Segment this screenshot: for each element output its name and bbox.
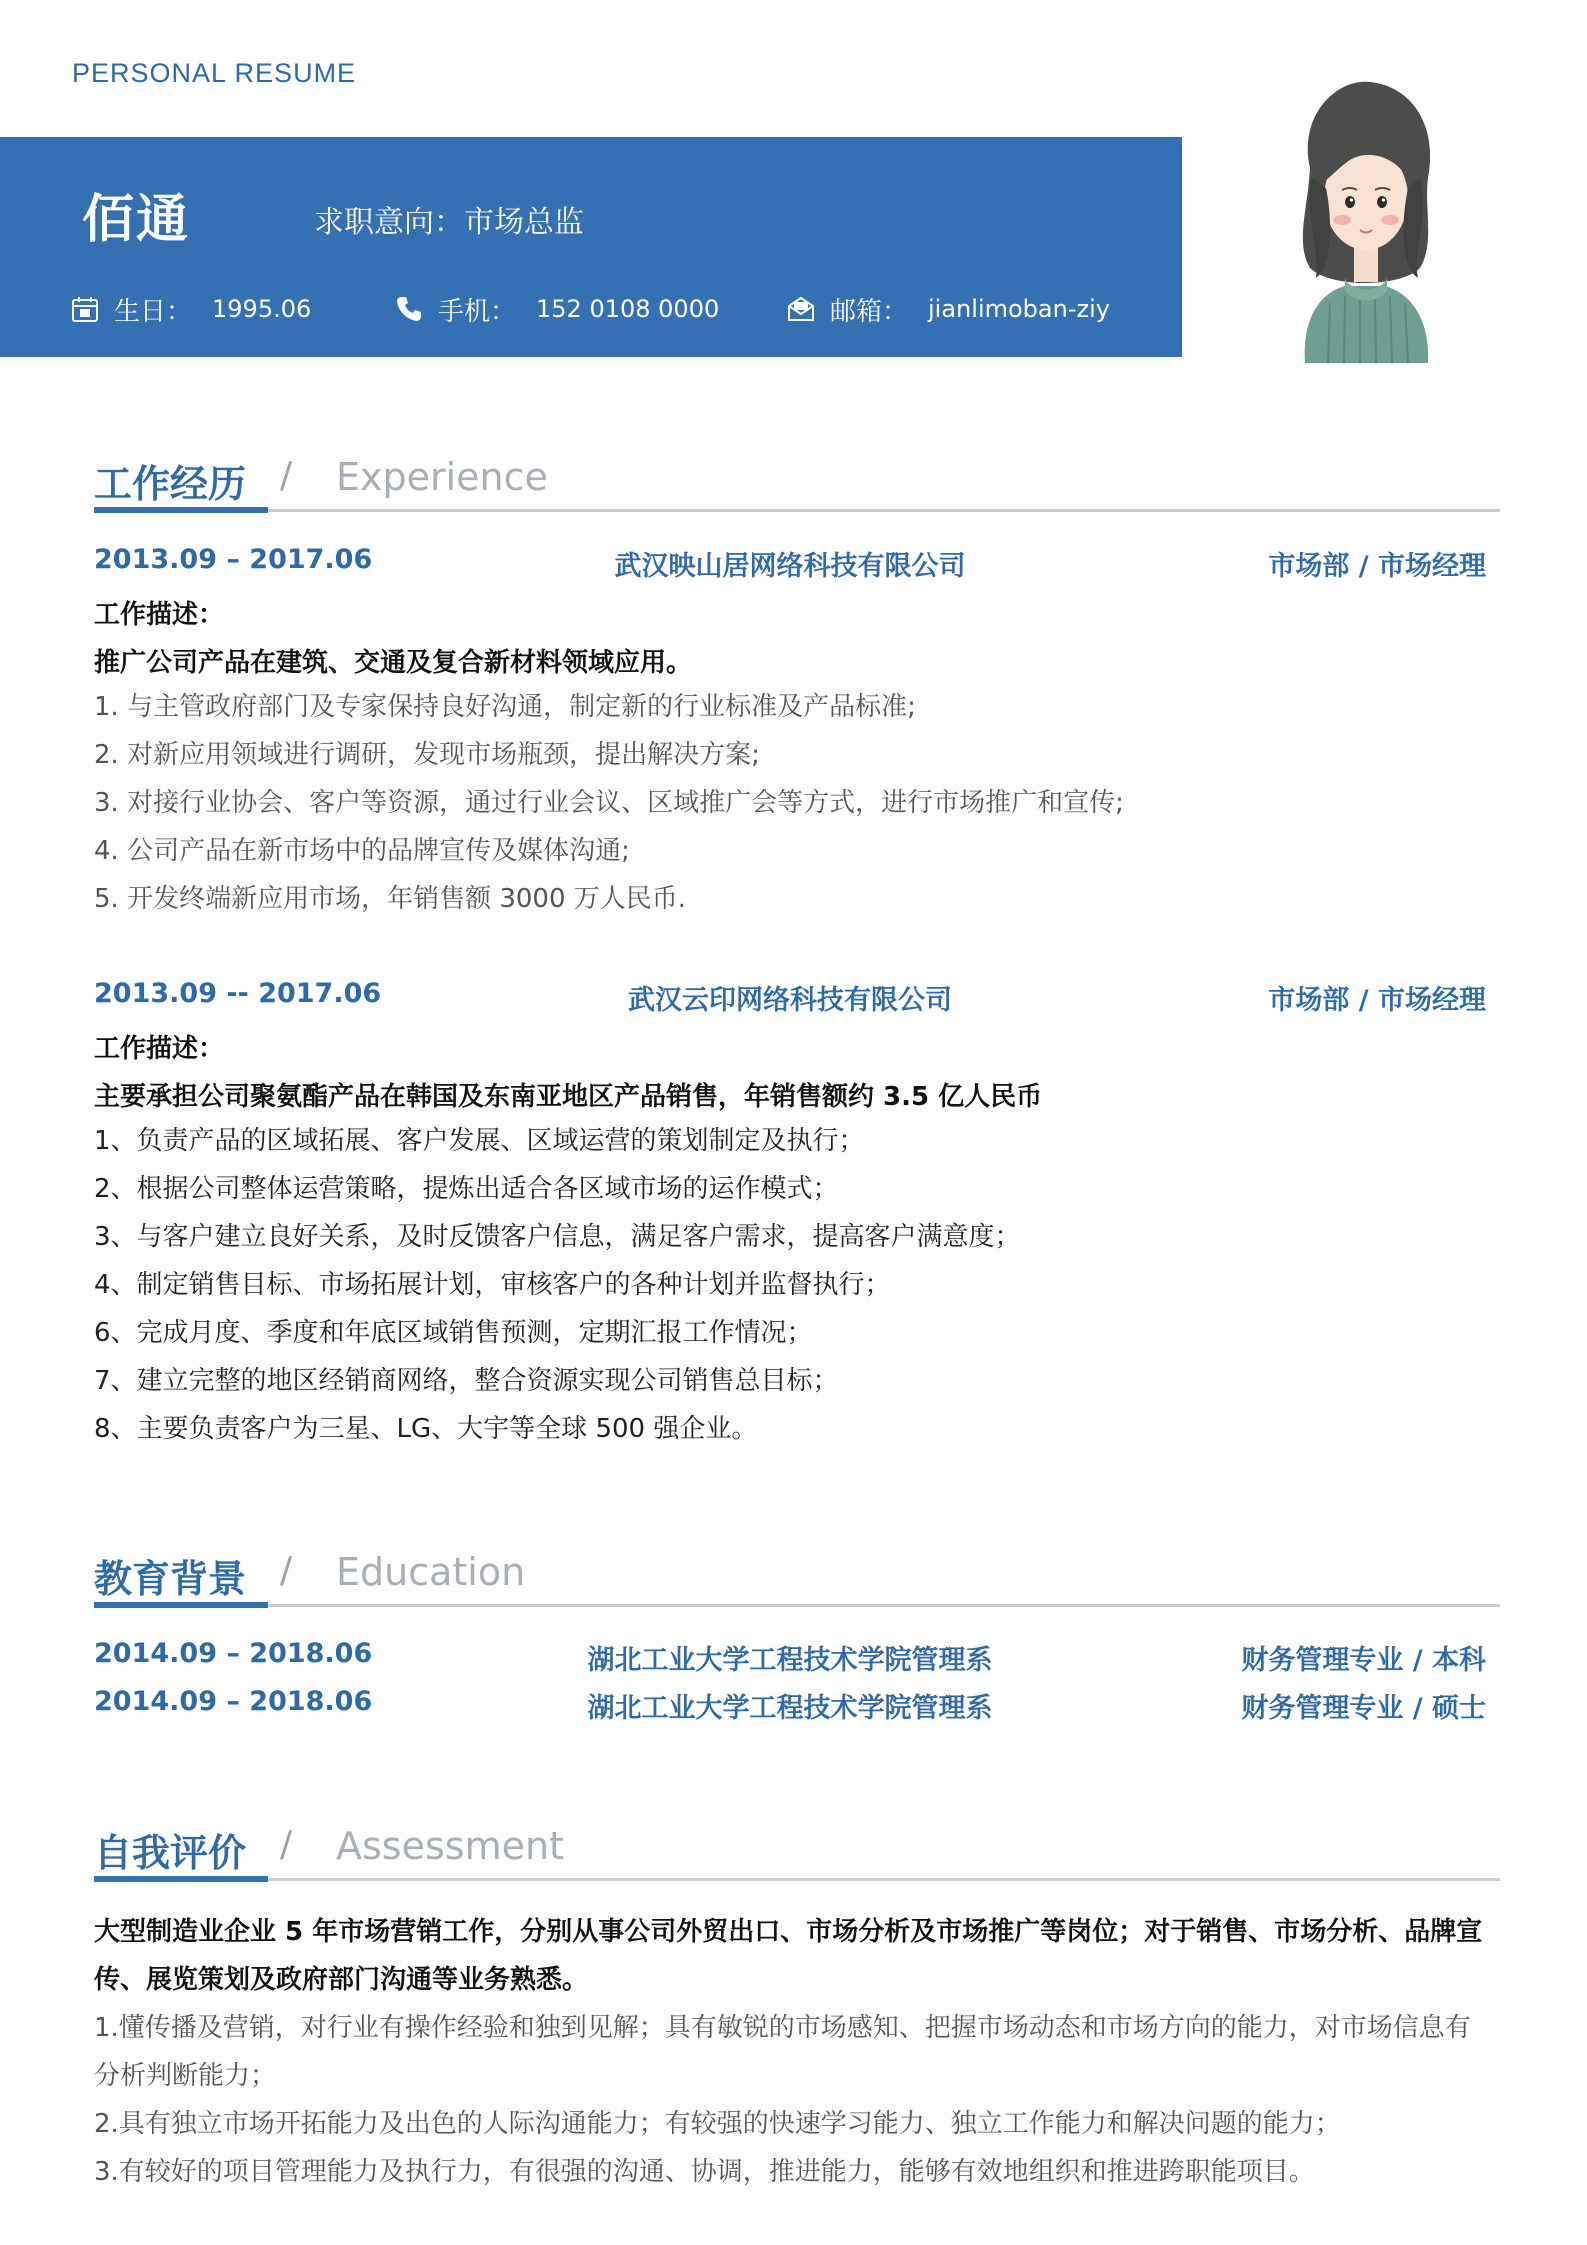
education-heading	[94, 1548, 1500, 1608]
email-info	[786, 289, 1110, 329]
candidate-name: 佰通	[82, 190, 191, 250]
education-divider	[94, 1604, 1500, 1607]
list-item: 7、建立完整的地区经销商网络，整合资源实现公司销售总目标；	[94, 1366, 839, 1396]
job-desc-label: 工作描述：	[94, 600, 225, 630]
list-item: 4. 公司产品在新市场中的品牌宣传及媒体沟通;	[94, 836, 630, 866]
job-desc-label: 工作描述：	[94, 1034, 225, 1064]
list-item: 8、主要负责客户为三星、LG、大宇等全球 500 强企业。	[94, 1414, 758, 1444]
assessment-summary: 大型制造业企业 5 年市场营销工作，分别从事公司外贸出口、市场分析及市场推广等岗位；对于销售、市场分析、品牌宣传、展览策划及政府部门沟通等业务熟悉。	[94, 1917, 1483, 1995]
experience-title-en: Experience	[336, 455, 548, 499]
experience-title-cn: 工作经历	[94, 462, 247, 506]
calendar-icon	[70, 294, 100, 324]
job-summary: 推广公司产品在建筑、交通及复合新材料领域应用。	[94, 648, 693, 678]
education-date: 2014.09 – 2018.06	[94, 1638, 373, 1669]
list-item: 6、完成月度、季度和年底区域销售预测，定期汇报工作情况；	[94, 1318, 813, 1348]
assessment-title-cn: 自我评价	[94, 1831, 247, 1875]
education-row	[94, 1638, 1486, 1678]
education-school: 湖北工业大学工程技术学院管理系	[587, 1693, 993, 1724]
education-title-cn: 教育背景	[94, 1557, 247, 1601]
education-row	[94, 1686, 1486, 1726]
education-slash: /	[280, 1550, 293, 1591]
education-divider-accent	[94, 1602, 268, 1608]
list-item: 5. 开发终端新应用市场，年销售额 3000 万人民币.	[94, 884, 687, 914]
list-item: 3.有较好的项目管理能力及执行力，有很强的沟通、协调，推进能力，能够有效地组织和推进跨职能项目。	[94, 2157, 1315, 2187]
job-header	[94, 978, 1486, 1018]
experience-slash: /	[280, 455, 293, 496]
job-summary: 主要承担公司聚氨酯产品在韩国及东南亚地区产品销售，年销售额约 3.5 亿人民币	[94, 1082, 1043, 1112]
list-item: 2.具有独立市场开拓能力及出色的人际沟通能力；有较强的快速学习能力、独立工作能力和解决问题的能力；	[94, 2109, 1341, 2139]
email-value: jianlimoban-ziy	[928, 295, 1110, 323]
education-degree: 财务管理专业 / 硕士	[1241, 1693, 1486, 1724]
list-item: 1、负责产品的区域拓展、客户发展、区域运营的策划制定及执行；	[94, 1126, 865, 1156]
birth-label: 生日：	[114, 296, 193, 327]
job-duty-list	[94, 683, 1494, 923]
phone-value: 152 0108 0000	[536, 295, 720, 323]
job-intent: 求职意向：市场总监	[314, 205, 584, 240]
header-band	[0, 137, 1182, 357]
job-role: 市场部 / 市场经理	[1268, 551, 1486, 582]
list-item: 4、制定销售目标、市场拓展计划，审核客户的各种计划并监督执行；	[94, 1270, 891, 1300]
education-degree: 财务管理专业 / 本科	[1241, 1645, 1486, 1676]
assessment-slash: /	[280, 1824, 293, 1865]
assessment-divider-accent	[94, 1876, 268, 1882]
list-item: 2. 对新应用领域进行调研，发现市场瓶颈，提出解决方案;	[94, 740, 760, 770]
birth-value: 1995.06	[212, 295, 312, 323]
job-header	[94, 544, 1486, 584]
job-company: 武汉映山居网络科技有限公司	[614, 551, 966, 582]
email-label: 邮箱：	[830, 296, 909, 327]
list-item: 3. 对接行业协会、客户等资源，通过行业会议、区域推广会等方式，进行市场推广和宣传;	[94, 788, 1124, 818]
resume-label: PERSONAL RESUME	[72, 58, 357, 88]
mail-icon	[786, 294, 816, 324]
job-date: 2013.09 -- 2017.06	[94, 978, 382, 1009]
job-role: 市场部 / 市场经理	[1268, 985, 1486, 1016]
education-title-en: Education	[336, 1550, 526, 1594]
assessment-list	[94, 2004, 1496, 2196]
education-date: 2014.09 – 2018.06	[94, 1686, 373, 1717]
list-item: 2、根据公司整体运营策略，提炼出适合各区域市场的运作模式；	[94, 1174, 839, 1204]
phone-info	[394, 289, 719, 329]
list-item: 1. 与主管政府部门及专家保持良好沟通，制定新的行业标准及产品标准;	[94, 692, 916, 722]
job-date: 2013.09 – 2017.06	[94, 544, 373, 575]
avatar	[1290, 78, 1440, 363]
job-duty-list	[94, 1117, 1494, 1453]
phone-label: 手机：	[438, 296, 517, 327]
experience-divider-accent	[94, 507, 268, 513]
assessment-heading	[94, 1822, 1500, 1882]
list-item: 1.懂传播及营销，对行业有操作经验和独到见解；具有敏锐的市场感知、把握市场动态和市场方向的能力，对市场信息有分析判断能力；	[94, 2013, 1471, 2091]
experience-divider	[94, 509, 1500, 512]
phone-icon	[394, 294, 424, 324]
birth-info	[70, 289, 311, 329]
education-school: 湖北工业大学工程技术学院管理系	[587, 1645, 993, 1676]
assessment-divider	[94, 1878, 1500, 1881]
assessment-title-en: Assessment	[336, 1824, 564, 1868]
experience-heading	[94, 453, 1500, 513]
job-company: 武汉云印网络科技有限公司	[628, 985, 952, 1016]
list-item: 3、与客户建立良好关系，及时反馈客户信息，满足客户需求，提高客户满意度；	[94, 1222, 1021, 1252]
